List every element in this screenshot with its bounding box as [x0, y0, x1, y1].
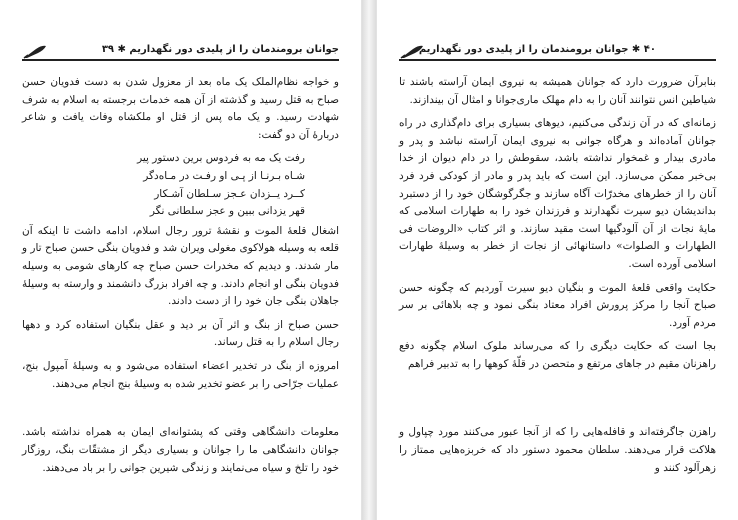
- header-rule: [399, 59, 716, 61]
- paragraph: بجا است که حکایت دیگری را که می‌رساند ملوک اسلام چگونه دفع راهزنان مقیم در جاهای مرتفع و متحصن در قلّهٔ کوهها را به تدبیر فراهم: [399, 340, 716, 370]
- left-page-footnote: معلومات دانشگاهی وقتی که پشتوانه‌ای ایمان به همراه نداشته باشد. جوانان دانشگاهی ما را جوانان و بسیاری دیگر از مشتقّات بنگ، روزگار خود را تلخ و سیاه می‌نمایند و زندگی شیرین جوانی را بر باد می‌دهند.: [22, 426, 339, 474]
- verse-line: شـاه بـرنـا از پـی او رفـت در مـاه‌دگر: [143, 169, 305, 182]
- paragraph: حکایت واقعی قلعهٔ الموت و بنگیان دیو سیرت آوردیم که چگونه حسن صباح آنجا را مرکز پرورش افراد معتاد بنگی نمود و چه بلاهائی بر سر مردم آورد.: [399, 281, 716, 329]
- right-page-running-title: ۴۰ ✱ جوانان برومندمان را از پلیدی دور نگهداریم: [418, 44, 656, 55]
- paragraph: امروزه از بنگ در تخدیر اعضاء استفاده می‌شود و به وسیلهٔ آمپول بنج، عملیات جرّاحی را بر عضو تخدیر شده به وسیلهٔ بنج انجام می‌دهند.: [22, 359, 339, 390]
- left-page-running-title: جوانان برومندمان را از پلیدی دور نگهداریم ✱ ۳۹: [101, 44, 339, 55]
- left-page: [0, 0, 362, 520]
- verse-line: رفت یک مه به فردوس برین دستور پیر: [137, 152, 305, 165]
- verse-line: قهر یزدانی ببین و عجز سلطانی نگر: [149, 205, 305, 218]
- verse-line: کــرد یــزدان عـجز سـلطان آشـکار: [154, 187, 305, 200]
- paragraph: و خواجه نظام‌الملک یک ماه بعد از معزول شدن به دست فدویان حسن صباح به قتل رسید و گذشته از آن همه خدمات برجسته به اسلام به شرف شهادت رسید. و یک ماه پس از قتل او ملکشاه وفات یافت و شاعر دربارهٔ آن دو گفت:: [22, 76, 339, 141]
- book-gutter: [362, 0, 376, 520]
- right-page-footnote: راهزن جاگرفته‌اند و قافله‌هایی را که از آنجا عبور می‌کنند مورد چپاول و هلاکت قرار می‌دهند. سلطان محمود دستور داد که خربزه‌هایی ممتاز را زهرآلود کنند و: [399, 426, 716, 474]
- left-page-header: [22, 44, 339, 62]
- paragraph: بنابرآن ضرورت دارد که جوانان همیشه به نیروی ایمان آراسته باشند تا شیاطین انس نتوانند آنان را به دام مهلک ماری‌جوانا و امثال آن بیندازند.: [399, 76, 716, 106]
- right-page-header: [399, 44, 716, 62]
- paragraph: اشغال قلعهٔ الموت و نقشهٔ ترور رجال اسلام، ادامه داشت تا اینکه آن قلعه به وسیله هولاکوی مغولی ویران شد و فدویان بنگی حسن صباح تار و مار شدند. و دیدیم که مخدرات حسن صباح چه کارهای شومی به وسیله فدویان بنگی او انجام دادند. و چه افراد بزرگ دانشمند و وارسته به وسیلهٔ جاهلان بنگی جان خود را از دست دادند.: [22, 224, 339, 308]
- paragraph: حسن صباح از بنگ و اثر آن بر دید و عقل بنگیان استفاده کرد و دهها رجال اسلام را به قتل رساند.: [22, 318, 339, 349]
- paragraph: زمانه‌ای که در آن زندگی می‌کنیم، دیوهای بسیاری برای دام‌گذاری در راه جوانان آماده‌اند و هرگاه جوانی به نیروی ایمان آراسته نباشد و پدر و مادری بیدار و غمخوار نداشته باشد، سقوطش را در دام دیوان از خدا بی‌خبر ممکن می‌سازد. این است که باید پدر و مادر از کودکی فرد فرد آنان را از خطرهای مخدرّات آگاه سازند و جگرگوشگان خود را از دستبرد بدانديشان ديو سيرت نگهدارند و فرزندان خود را به طهارات اسلامی که مایهٔ نجات از آن آلودگیها است مقید سازند. و اثر کتاب «الروضات فی الطهارات و الصلوات» داستانهائی از نجات از خطر به وسیلهٔ طهارات اسلامی آورده است.: [399, 117, 716, 270]
- left-page-body: [22, 74, 339, 399]
- header-rule: [22, 59, 339, 61]
- right-page-body: [399, 74, 716, 380]
- quill-pen-icon: [22, 44, 48, 60]
- right-page: [376, 0, 738, 520]
